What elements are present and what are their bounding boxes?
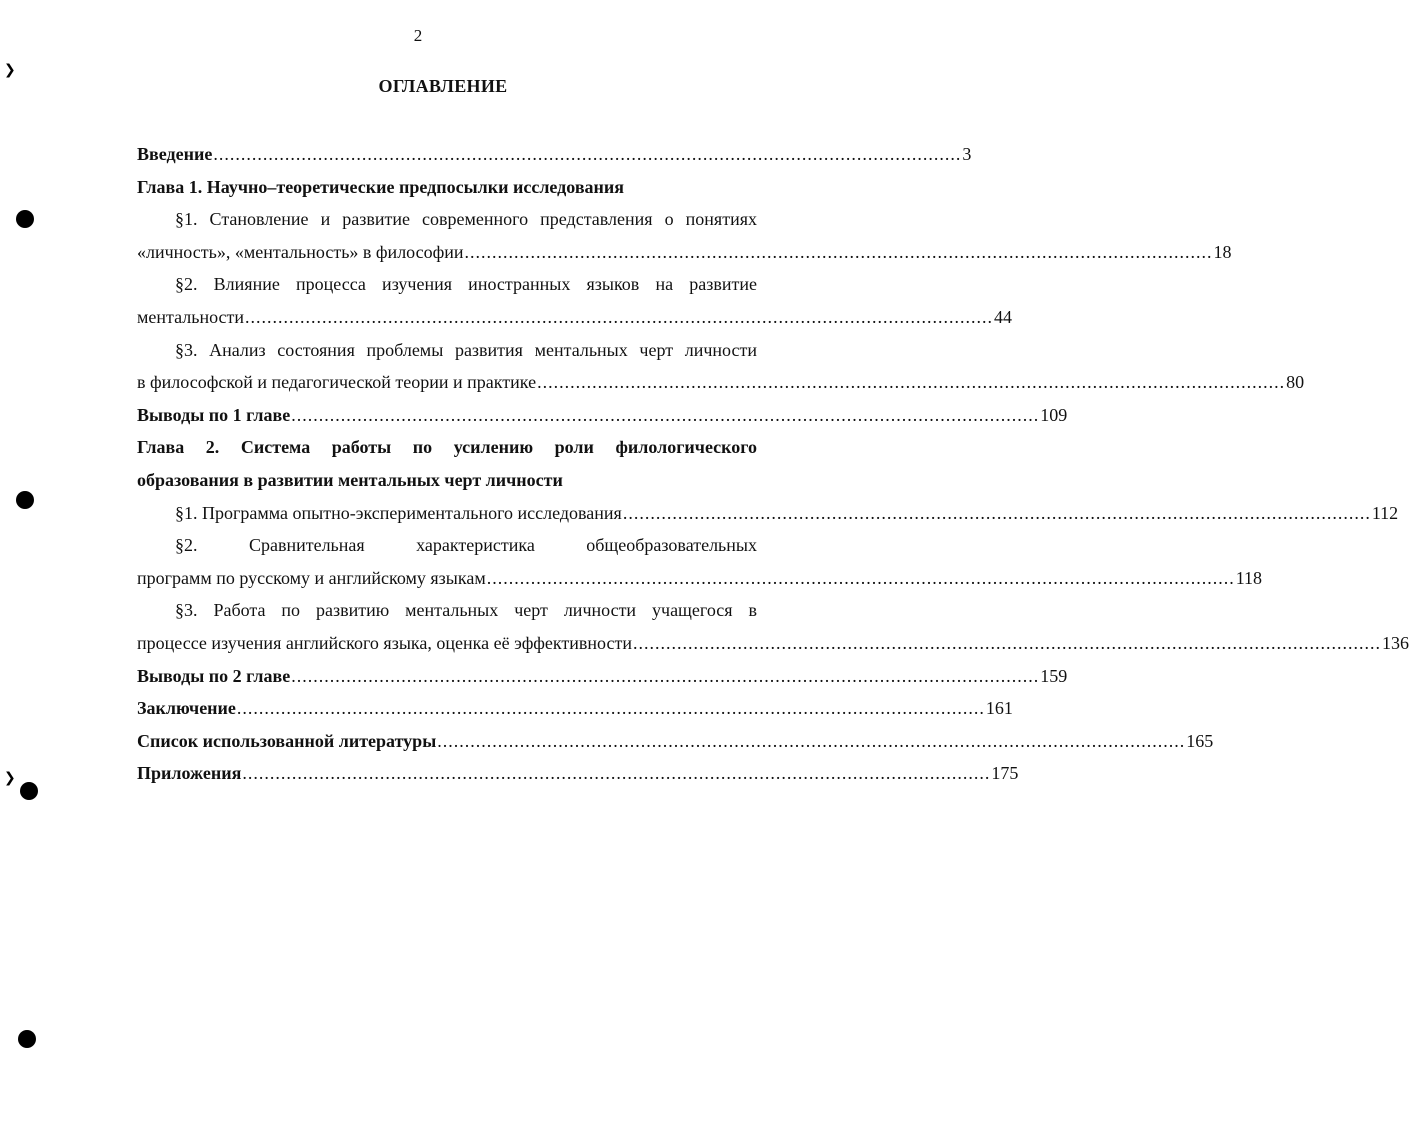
dot-leader: ........................................................................................................................................ — [236, 698, 985, 719]
toc-section-2-1[interactable] — [137, 497, 1399, 530]
toc-section-2-2-line-1[interactable]: §2. Сравнительная характеристика общеобразовательных — [175, 535, 757, 556]
toc-section-1-1-line-2[interactable] — [137, 236, 1232, 269]
toc-chapter-1-heading[interactable]: Глава 1. Научно–теоретические предпосылки исследования — [137, 176, 625, 197]
entry-page: 112 — [1371, 502, 1399, 523]
toc-section-2-3-line-2[interactable] — [137, 627, 1409, 660]
toc-chapter-2-heading-line-2[interactable]: образования в развитии ментальных черт личности — [137, 469, 563, 490]
binder-hole-4 — [18, 1030, 36, 1048]
entry-page: 165 — [1186, 730, 1214, 751]
toc-section-1-2-line-2[interactable] — [137, 301, 1013, 334]
entry-page: 159 — [1040, 665, 1068, 686]
entry-page: 175 — [991, 763, 1019, 784]
entry-text: Приложения — [137, 763, 242, 784]
entry-page: 3 — [962, 144, 972, 164]
toc-section-2-3-line-1[interactable]: §3. Работа по развитию ментальных черт личности учащегося в — [175, 600, 757, 621]
dot-leader: ........................................................................................................................................ — [242, 763, 991, 784]
entry-page: 161 — [985, 698, 1013, 719]
toc-section-1-3-line-1[interactable]: §3. Анализ состояния проблемы развития ментальных черт личности — [175, 339, 757, 360]
entry-text: в философской и педагогической теории и практике — [137, 372, 537, 393]
page-number: 2 — [413, 26, 423, 45]
entry-text: ментальности — [137, 306, 245, 327]
toc-section-1-1-line-1[interactable]: §1. Становление и развитие современного представления о понятиях — [175, 209, 757, 230]
entry-text: программ по русскому и английскому языкам — [137, 567, 486, 588]
dot-leader: ........................................................................................................................................ — [213, 144, 962, 164]
toc-section-1-2-line-1[interactable]: §2. Влияние процесса изучения иностранных языков на развитие — [175, 274, 757, 295]
toc-section-1-3-line-2[interactable] — [137, 366, 1305, 399]
toc-entry-chapter-2-conclusions[interactable] — [137, 660, 1068, 693]
entry-page: 80 — [1286, 372, 1305, 393]
toc-section-2-2-line-2[interactable] — [137, 562, 1263, 595]
entry-page: 18 — [1213, 241, 1232, 262]
entry-text: «личность», «ментальность» в философии — [137, 241, 464, 262]
toc-entry-introduction[interactable] — [137, 138, 972, 171]
dot-leader: ........................................................................................................................................ — [537, 372, 1286, 393]
entry-text: процессе изучения английского языка, оценка её эффективности — [137, 632, 632, 653]
entry-text: Список использованной литературы — [137, 730, 437, 751]
dot-leader: ........................................................................................................................................ — [245, 306, 994, 327]
toc-entry-bibliography[interactable] — [137, 725, 1214, 758]
table-of-contents — [137, 138, 1409, 790]
dot-leader: ........................................................................................................................................ — [486, 567, 1235, 588]
toc-entry-appendices[interactable] — [137, 757, 1019, 790]
binder-hole-1 — [16, 210, 34, 228]
binder-hole-2 — [16, 491, 34, 509]
toc-entry-conclusion[interactable] — [137, 692, 1013, 725]
entry-text: Выводы по 1 главе — [137, 404, 291, 425]
entry-page: 118 — [1235, 567, 1263, 588]
entry-text: Выводы по 2 главе — [137, 665, 291, 686]
entry-page: 136 — [1381, 632, 1409, 653]
binder-hole-3 — [20, 782, 38, 800]
dot-leader: ........................................................................................................................................ — [464, 241, 1213, 262]
entry-page: 44 — [994, 306, 1013, 327]
entry-text: Заключение — [137, 698, 236, 719]
entry-text: Введение — [137, 144, 213, 164]
toc-entry-chapter-1-conclusions[interactable] — [137, 399, 1068, 432]
dot-leader: ........................................................................................................................................ — [437, 730, 1186, 751]
entry-page: 109 — [1040, 404, 1068, 425]
dot-leader: ........................................................................................................................................ — [632, 632, 1381, 653]
entry-text: §1. Программа опытно-экспериментального исследования — [175, 502, 622, 523]
dot-leader: ........................................................................................................................................ — [291, 404, 1040, 425]
toc-title: ОГЛАВЛЕНИЕ — [378, 76, 508, 96]
dot-leader: ........................................................................................................................................ — [291, 665, 1040, 686]
dot-leader: ........................................................................................................................................ — [622, 502, 1371, 523]
scan-mark-1: ❯ — [4, 62, 16, 78]
scan-mark-2: ❯ — [4, 770, 16, 786]
toc-chapter-2-heading-line-1[interactable]: Глава 2. Система работы по усилению роли филологического — [137, 437, 757, 458]
